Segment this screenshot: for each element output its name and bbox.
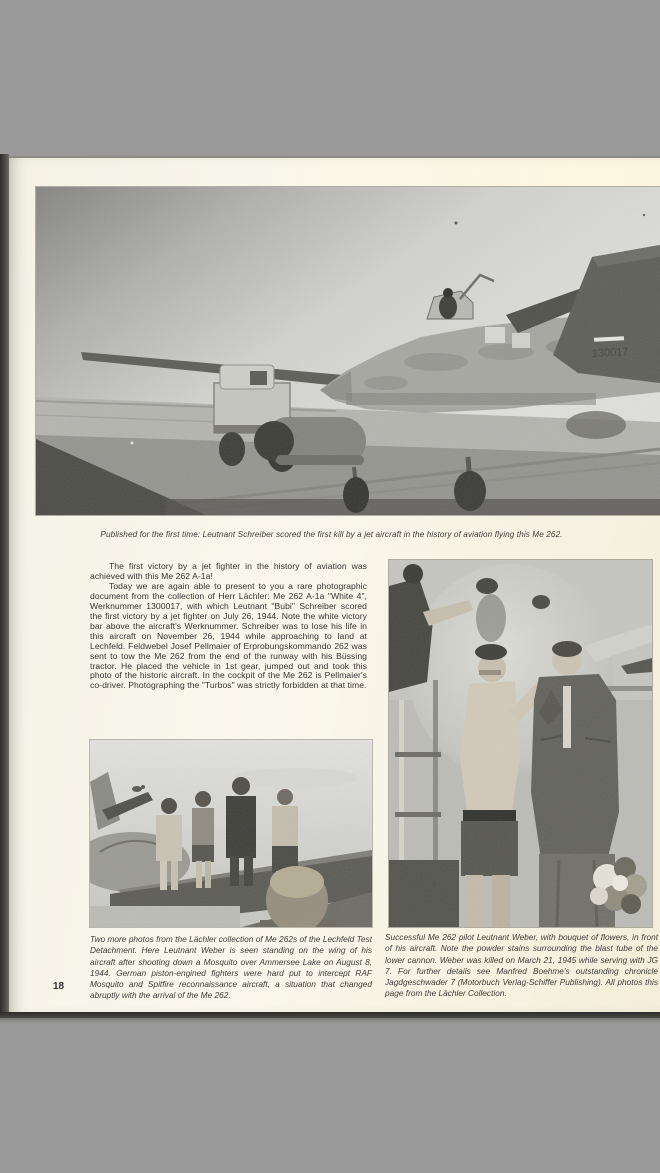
film-grain bbox=[389, 560, 652, 927]
weber-bouquet-illustration bbox=[389, 560, 652, 927]
book-spine-shadow bbox=[0, 154, 9, 1014]
photo-me262-towing bbox=[36, 187, 660, 515]
article-paragraph: Today we are again able to present to you a rare photographic document from the collection of Herr Lächler: Me 262 A-1a "White 4", Werknummer 1300017, with which Leutnant "Bubi" Schreiber scored the first victory by a jet fighter on July 26, 1944. Note the white victory bar above the aircraft's Werknummer. Schreiber was to lose his life in this aircraft on November 26, 1944 while approaching to land at Lechfeld. Feldwebel Josef Pellmaier of Erprobungskommando 262 was sent to tow the Me 262 from the end of the runway with his Büssing tractor. He placed the vehicle in 1st gear, jumped out and took this photo of the historic aircraft. In the cockpit of the Me 262 is Pellmaier's co-driver. Photographing the "Turbos" was strictly forbidden at that time. bbox=[90, 580, 367, 691]
page-number: 18 bbox=[53, 981, 65, 992]
film-grain bbox=[36, 187, 660, 515]
article-text bbox=[90, 562, 367, 691]
top-photo-caption: Published for the first time: Leutnant Schreiber scored the first kill by a jet aircraft in the history of aviation flying this Me 262. bbox=[100, 530, 563, 539]
pilots-on-wing-illustration bbox=[90, 740, 372, 927]
article-paragraph: The first victory by a jet fighter in the history of aviation was achieved with this Me 262 A-1a! bbox=[90, 561, 367, 581]
right-photo-caption: Successful Me 262 pilot Leutnant Weber, with bouquet of flowers, in front of his aircraft. Note the powder stains surrounding the blast tube of the lower cannon. Weber was killed on March 21, 1945 while serving with JG 7. For further details see Manfred Boehme's outstanding chronicle Jagdgeschwader 7 (Motorbuch Verlag-Schiffer Publishing). All photos this page from the Lächler Collection. bbox=[385, 932, 658, 999]
photo-pilots-on-wing bbox=[90, 740, 372, 927]
me262-towing-illustration bbox=[36, 187, 660, 515]
left-photo-caption: Two more photos from the Lächler collection of Me 262s of the Lechfeld Test Detachment. Here Leutnant Weber is seen standing on the wing of his aircraft after shooting down a Mosquito over Ammersee Lake on August 8, 1944. German piston-engined fighters were hard put to intercept RAF Mosquito and Spitfire reconnaissance aircraft, a situation that changed abruptly with the arrival of the Me 262. bbox=[90, 934, 372, 1001]
photo-weber-bouquet bbox=[389, 560, 652, 927]
film-grain bbox=[90, 740, 372, 927]
book-page bbox=[9, 156, 660, 1014]
page-bottom-shadow bbox=[0, 1018, 660, 1023]
